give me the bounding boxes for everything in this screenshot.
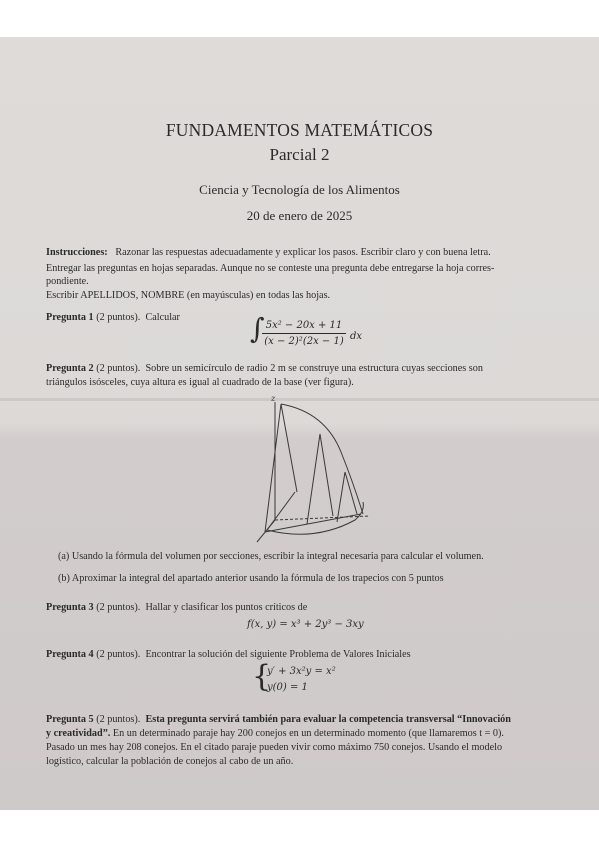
small-section bbox=[337, 472, 357, 522]
q2-part-b: (b) Aproximar la integral del apartado anterior usando la fórmula de los trapecios con 5 puntos bbox=[58, 573, 444, 584]
course-name: Ciencia y Tecnología de los Alimentos bbox=[199, 182, 400, 197]
q1-heading bbox=[46, 311, 180, 324]
instructions-line3: pondiente. bbox=[46, 276, 89, 287]
q2-part-a: (a) Usando la fórmula del volumen por secciones, escribir la integral necesaria para calcular el volumen. bbox=[58, 551, 484, 562]
q5-bold2: y creatividad”. bbox=[46, 728, 111, 739]
exam-subtitle: Parcial 2 bbox=[269, 145, 330, 164]
instructions-line1 bbox=[46, 246, 491, 259]
volume-figure bbox=[245, 392, 380, 552]
q5-label: Pregunta 5 bbox=[46, 714, 94, 725]
q5-bold1: Esta pregunta servirá también para evaluar la competencia transversal “Innovación bbox=[145, 714, 511, 725]
q5-line3: Pasado un mes hay 208 conejos. En el citado paraje pueden vivir como máximo 750 conejos. Usando el modelo bbox=[46, 742, 503, 753]
instructions-text1: Razonar las respuestas adecuadamente y explicar los pasos. Escribir claro y con buena letra. bbox=[115, 247, 491, 258]
q5-text2: En un determinado paraje hay 200 conejos en un determinado momento (que llamaremos t = 0). bbox=[112, 728, 504, 739]
axis-label-z: z bbox=[271, 394, 276, 403]
front-edge bbox=[265, 514, 361, 532]
q5-line4: logístico, calcular la población de conejos al cabo de un año. bbox=[46, 756, 294, 767]
q1-label: Pregunta 1 bbox=[46, 312, 94, 323]
q4-points: (2 puntos). bbox=[96, 649, 141, 660]
q1-fraction bbox=[262, 320, 346, 347]
q1-denominator: (x − 2)²(2x − 1) bbox=[264, 336, 344, 347]
q3-points: (2 puntos). bbox=[96, 602, 141, 613]
q4-eq1: y′ + 3x²y = x² bbox=[267, 666, 336, 677]
q1-dx: dx bbox=[350, 331, 363, 342]
large-section bbox=[265, 404, 297, 532]
q4-label: Pregunta 4 bbox=[46, 649, 94, 660]
q3-formula: f(x, y) = x³ + 2y³ − 3xy bbox=[247, 619, 364, 630]
q5-points: (2 puntos). bbox=[96, 714, 141, 725]
q1-numerator: 5x² − 20x + 11 bbox=[265, 320, 343, 331]
q2-line2: triángulos isósceles, cuya altura es igual al cuadrado de la base (ver figura). bbox=[46, 377, 354, 388]
q1-text: Calcular bbox=[145, 312, 180, 323]
base-edge bbox=[267, 492, 295, 530]
q3-text: Hallar y clasificar los puntos críticos de bbox=[145, 602, 308, 613]
instructions-line2: Entregar las preguntas en hojas separadas. Aunque no se conteste una pregunta debe entregarse la hoja corres- bbox=[46, 263, 495, 274]
q5-line1 bbox=[46, 713, 511, 726]
q4-eq2: y(0) = 1 bbox=[267, 682, 308, 693]
q1-points: (2 puntos). bbox=[96, 312, 141, 323]
q2-text1: Sobre un semicírculo de radio 2 m se construye una estructura cuyas secciones son bbox=[145, 363, 483, 374]
q3-label: Pregunta 3 bbox=[46, 602, 94, 613]
instructions-line4: Escribir APELLIDOS, NOMBRE (en mayúsculas) en todas las hojas. bbox=[46, 290, 331, 301]
q4-text: Encontrar la solución del siguiente Problema de Valores Iniciales bbox=[145, 649, 411, 660]
integral-sign: ∫ bbox=[250, 312, 265, 345]
q4-heading bbox=[46, 648, 411, 661]
q2-label: Pregunta 2 bbox=[46, 363, 94, 374]
q5-line2 bbox=[46, 727, 504, 740]
exam-date: 20 de enero de 2025 bbox=[246, 208, 353, 223]
apex-curve bbox=[281, 404, 363, 514]
q2-line1 bbox=[46, 362, 483, 375]
q2-points: (2 puntos). bbox=[96, 363, 141, 374]
middle-section bbox=[307, 434, 333, 524]
fraction-bar bbox=[262, 333, 346, 334]
q3-heading bbox=[46, 601, 307, 614]
exam-title: FUNDAMENTOS MATEMÁTICOS bbox=[165, 120, 434, 140]
instructions-label: Instrucciones: bbox=[46, 247, 108, 258]
system-brace: { bbox=[252, 659, 272, 694]
